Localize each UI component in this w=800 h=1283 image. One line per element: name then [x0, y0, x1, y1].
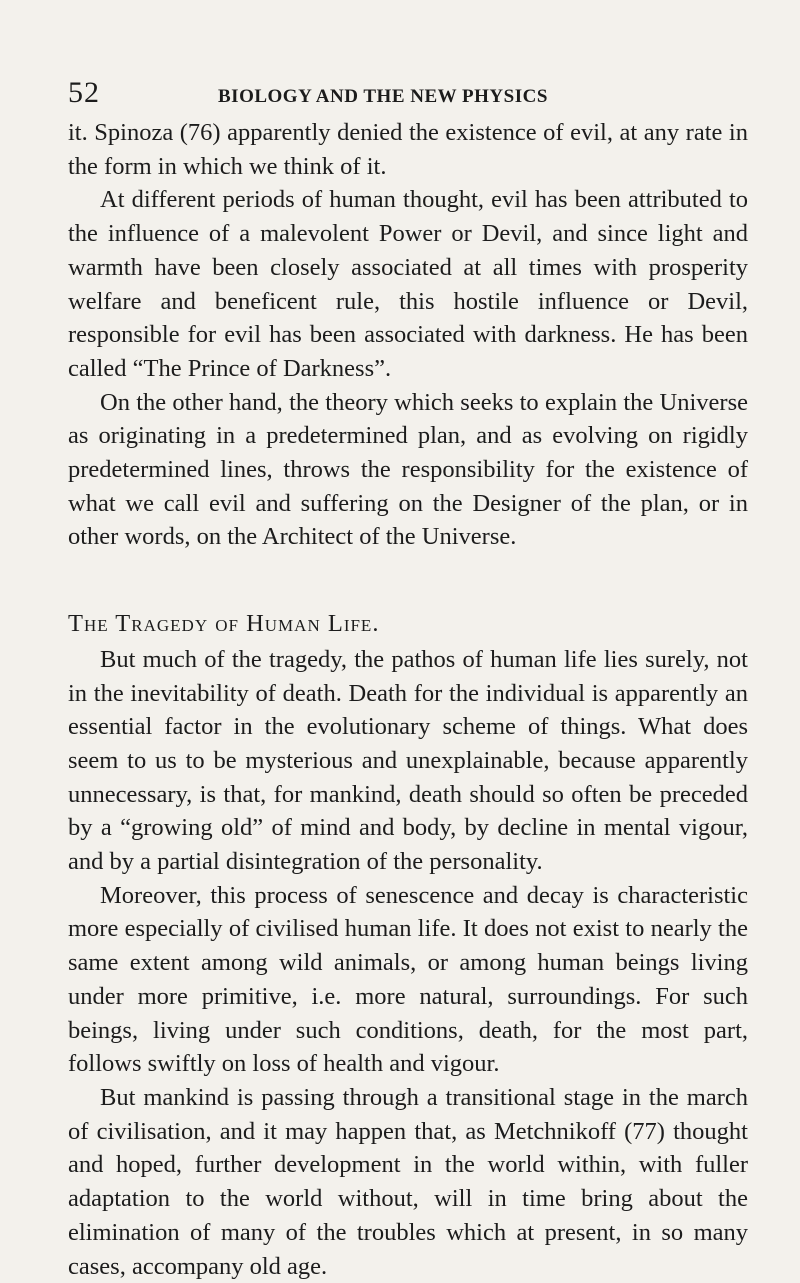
page-number: 52: [68, 76, 100, 109]
running-head: BIOLOGY AND THE NEW PHYSICS: [218, 86, 548, 107]
book-page: [68, 76, 748, 1283]
paragraph: On the other hand, the theory which seeks to explain the Universe as originating in a predetermined plan, and as evolving on rigidly predetermined lines, throws the responsibility for the existence of what we call evil and suffering on the Designer of the plan, or in other words, on the Architect of the Universe.: [68, 388, 748, 551]
body-text: [68, 116, 748, 1283]
section-heading: The Tragedy of Human Life.: [68, 610, 380, 638]
paragraph: Moreover, this process of senescence and decay is characteristic more especially of civilised human life. It does not exist to nearly the same extent among wild animals, or among human beings living under more primitive, i.e. more natural, surroundings. For such beings, living under such conditions, death, for the most part, follows swiftly on loss of health and vigour.: [68, 881, 748, 1078]
paragraph: it. Spinoza (76) apparently denied the existence of evil, at any rate in the form in which we think of it.: [68, 119, 748, 180]
paragraph: But much of the tragedy, the pathos of human life lies surely, not in the inevitability of death. Death for the individual is apparently an essential factor in the evolutionary scheme of things. What does seem to us to be mysterious and unexplainable, because apparently unnecessary, is that, for mankind, death should so often be preceded by a “growing old” of mind and body, by decline in mental vigour, and by a partial disintegration of the personality.: [68, 645, 748, 876]
paragraph: At different periods of human thought, evil has been attributed to the influence of a malevolent Power or Devil, and since light and warmth have been closely associated at all times with prosperity welfare and beneficent rule, this hostile influence or Devil, responsible for evil has been associated with darkness. He has been called “The Prince of Darkness”.: [68, 186, 748, 382]
paragraph: But mankind is passing through a transitional stage in the march of civilisation, and it may happen that, as Metchnikoff (77) thought and hoped, further development in the world within, with fuller adaptation to the world without, will in time bring about the elimination of many of the troubles which at present, in so many cases, accompany old age.: [68, 1083, 748, 1280]
page-header: [68, 76, 748, 116]
